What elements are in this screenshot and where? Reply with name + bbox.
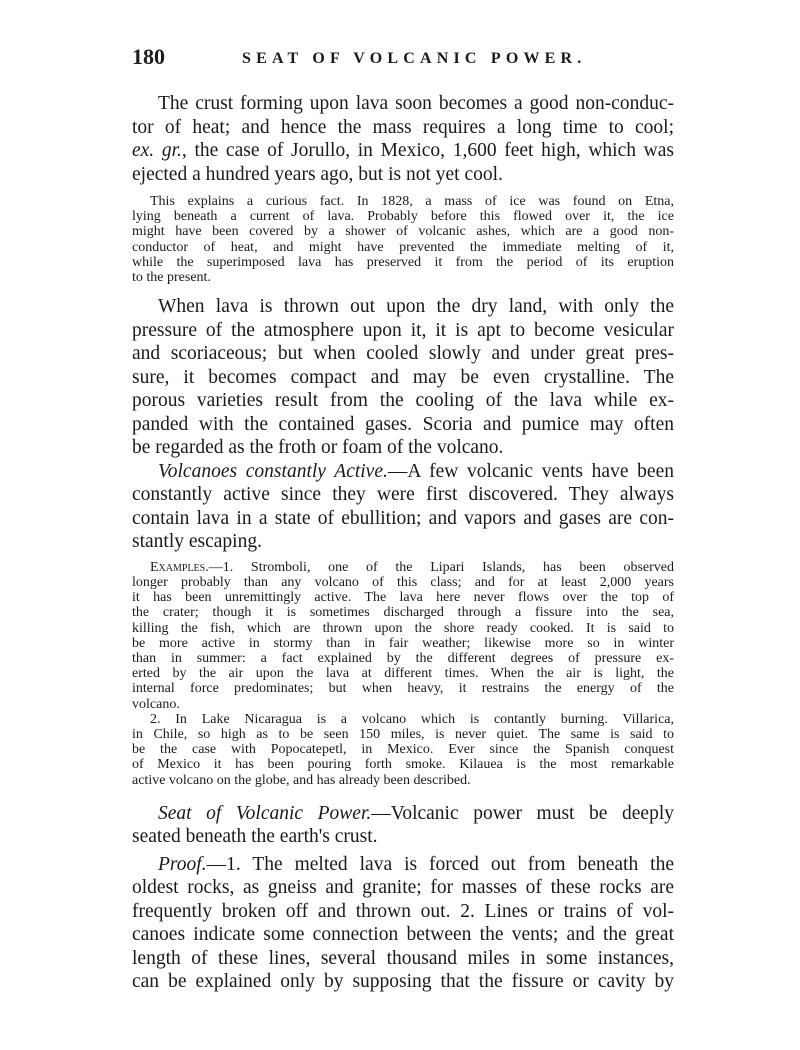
note-line: volcano. [132,696,180,712]
text-line: Proof.—1. The melted lava is forced out from beneath the [158,853,674,875]
note-line: This explains a curious fact. In 1828, a mass of ice was found on Etna, [150,194,674,209]
note-line: in Chile, so high as to be seen 150 miles, is never quiet. The same is said to [132,726,674,742]
note-line: the crater; though it is sometimes discharged through a fissure into the sea, [132,605,674,621]
text-line: Seat of Volcanic Power.—Volcanic power must be deeply [158,802,674,824]
text-line: sure, it becomes compact and may be even crystalline. The [132,366,674,388]
note-line: to the present. [132,270,211,286]
running-title: SEAT OF VOLCANIC POWER. [242,50,587,67]
paragraph-lava-texture [132,295,674,460]
text-line: stantly escaping. [132,531,262,553]
note-line: be the case with Popocatepetl, in Mexico. Ever since the Spanish conquest [132,742,674,758]
text-line: ex. gr., the case of Jorullo, in Mexico, 1,600 feet high, which was [132,140,674,161]
note-line: erted by the air upon the lava at different times. When the air is light, the [132,666,674,682]
text-line: constantly active since they were first discovered. They always [132,484,674,506]
note-line: than in summer: a fact explained by the different degrees of pressure ex- [132,650,674,666]
text-line: length of these lines, several thousand miles in some instances, [132,947,674,969]
text-line: Volcanoes constantly Active.—A few volcanic vents have been [158,460,674,482]
text-line: contain lava in a state of ebullition; and vapors and gases are con- [132,507,674,529]
page-number: 180 [132,44,165,69]
text-line: ejected a hundred years ago, but is not yet cool. [132,163,503,185]
paragraph-proof [132,853,674,994]
section-heading: Seat of Volcanic Power. [158,802,372,824]
text-line: canoes indicate some connection between the vents; and the great [132,924,674,946]
text-line: When lava is thrown out upon the dry land, with only the [158,296,674,318]
note-line: be more active in stormy than in fair weather; likewise more so in winter [132,635,674,651]
text-line: seated beneath the earth's crust. [132,826,378,848]
note-line: while the superimposed lava has preserved it from the period of its eruption [132,254,674,270]
note-line: conductor of heat, and might have prevented the immediate melting of it, [132,239,674,255]
note-line: longer probably than any volcano of this class; and for at least 2,000 years [132,574,674,590]
note-line: might have been covered by a shower of volcanic ashes, which are a good non- [132,224,674,240]
examples-note [132,560,674,788]
text-line: oldest rocks, as gneiss and granite; for masses of these rocks are [132,877,674,899]
note-line: lying beneath a current of lava. Probably before this flowed over it, the ice [132,209,674,225]
text-line: and scoriaceous; but when cooled slowly and under great pres- [132,343,674,365]
text-line: panded with the contained gases. Scoria and pumice may often [132,413,674,435]
text-line: The crust forming upon lava soon becomes a good non-conduc- [158,93,674,114]
note-line: 2. In Lake Nicaragua is a volcano which is contantly burning. Villarica, [150,711,674,727]
note-line: active volcano on the globe, and has already been described. [132,772,471,788]
note-line: Examples.—1. Stromboli, one of the Lipari Islands, has been observed [150,559,674,575]
examples-label: Examples. [150,559,209,575]
paragraph-lava-crust [132,92,674,186]
section-heading: Volcanoes constantly Active. [158,460,388,482]
note-line: it has been unremittingly active. The lava here never flows over the top of [132,590,674,606]
text-line: porous varieties result from the cooling of the lava while ex- [132,390,674,412]
italic-abbreviation: ex. gr. [132,140,182,161]
paragraph-seat-of-power [132,802,674,849]
note-line: of Mexico it has been pouring forth smoke. Kilauea is the most remarkable [132,757,674,773]
text-line: frequently broken off and thrown out. 2. Lines or trains of vol- [132,900,674,922]
section-heading: Proof. [158,853,207,875]
page-body [132,92,674,994]
text-line: pressure of the atmosphere upon it, it is apt to become vesicular [132,319,674,341]
text-line: be regarded as the froth or foam of the volcano. [132,437,504,459]
text-line: tor of heat; and hence the mass requires a long time to cool; [132,116,674,138]
text-line: can be explained only by supposing that the fissure or cavity by [132,971,674,993]
note-etna-ice [132,194,674,285]
note-line: killing the fish, which are thrown upon the shore ready cooked. It is said to [132,620,674,636]
running-head [132,44,692,74]
note-line: internal force predominates; but when heavy, it restrains the energy of the [132,681,674,697]
paragraph-constantly-active [132,460,674,554]
